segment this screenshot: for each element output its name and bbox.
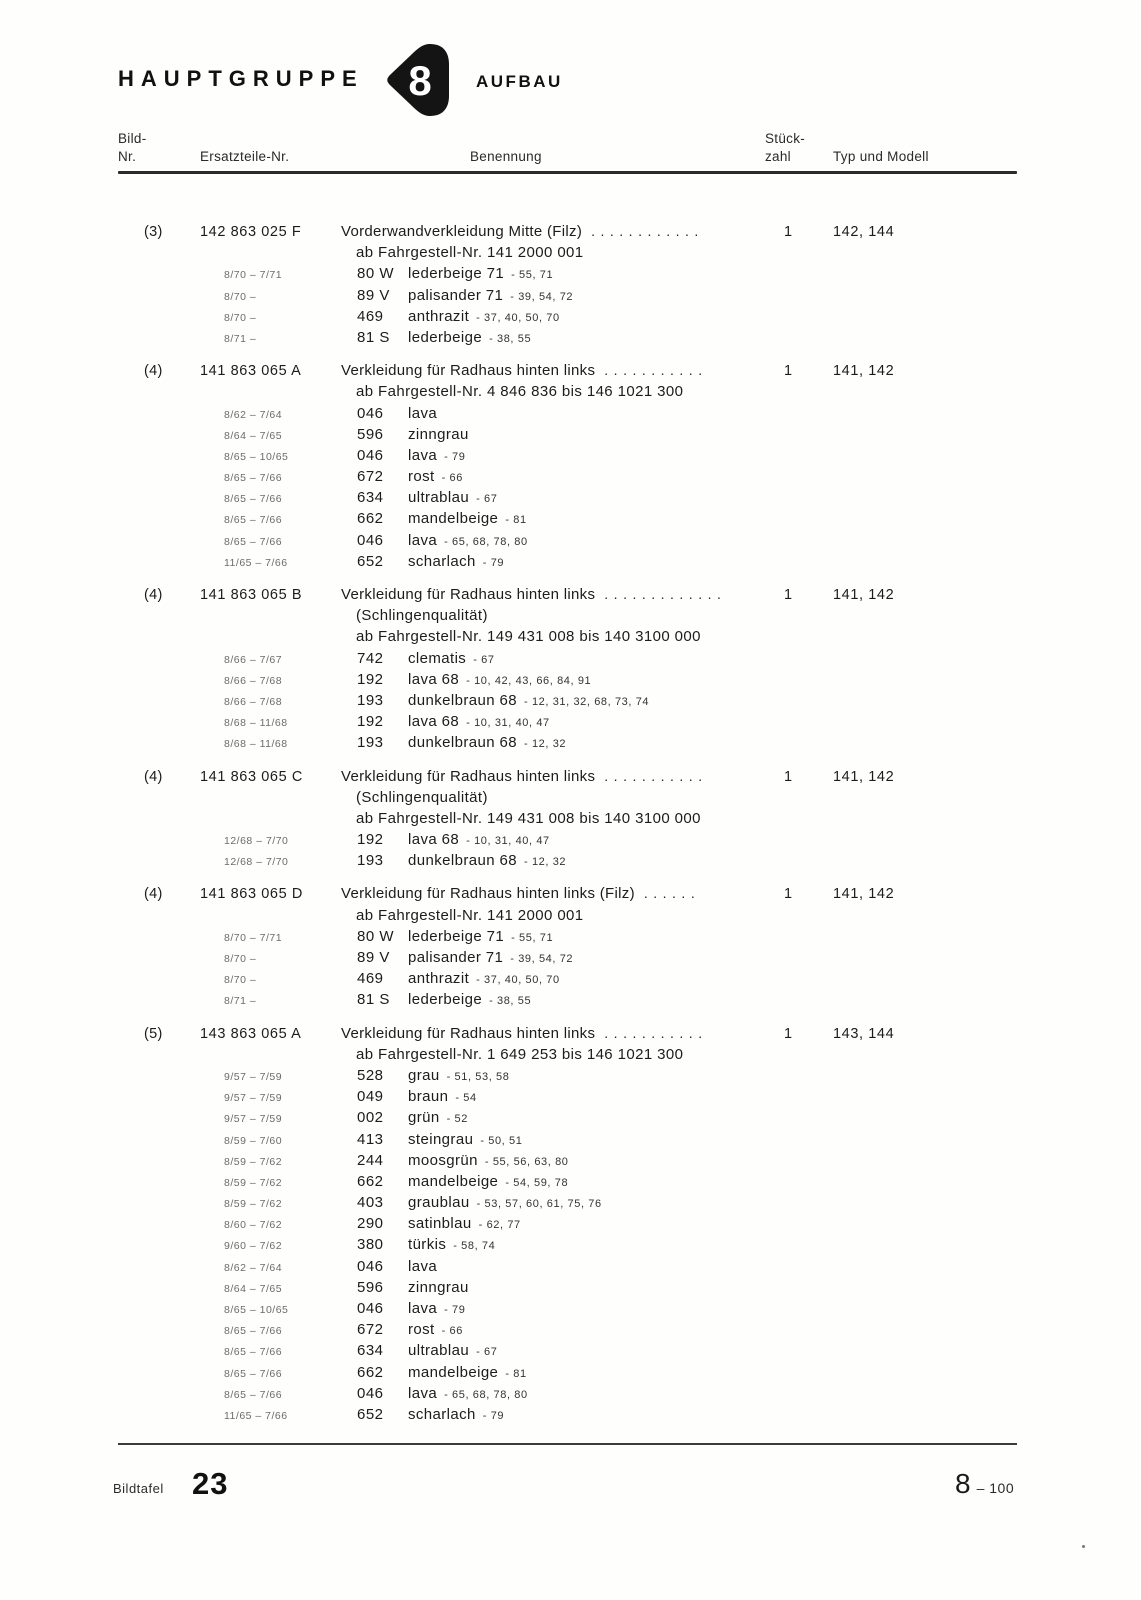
color-name: dunkelbraun 68 <box>408 734 518 752</box>
color-date-range: 8/64 – 7/65 <box>224 1282 283 1295</box>
footer-page-number: – 100 <box>976 1480 1015 1496</box>
color-code: 413 <box>357 1130 384 1148</box>
color-date-range: 8/70 – <box>224 974 257 987</box>
color-row <box>118 1107 1017 1128</box>
color-date-range: 11/65 – 7/66 <box>224 556 288 569</box>
color-name: lederbeige <box>408 328 483 346</box>
color-name: dunkelbraun 68 <box>408 691 518 709</box>
color-row <box>118 403 1017 424</box>
color-name: dunkelbraun 68 <box>408 852 518 870</box>
color-row <box>118 711 1017 732</box>
color-code: 634 <box>357 1342 384 1360</box>
entry-chassis-note: ab Fahrgestell-Nr. 141 2000 001 <box>356 244 584 262</box>
color-name: graublau <box>408 1194 470 1212</box>
entry-head-line <box>118 584 1017 605</box>
color-name: lava 68 <box>408 713 460 731</box>
color-model-refs: - 55, 71 <box>511 269 554 282</box>
color-row <box>118 1192 1017 1213</box>
color-date-range: 8/70 – <box>224 953 257 965</box>
entry-part-number: 143 863 065 A <box>200 1025 302 1042</box>
color-row <box>118 487 1017 508</box>
entry-subtitle: (Schlingenqualität) <box>356 788 488 806</box>
color-date-range: 8/60 – 7/62 <box>224 1219 283 1232</box>
dot-leader: ........... <box>604 1024 708 1041</box>
entry-name-cell <box>333 221 784 242</box>
color-code: 046 <box>357 1384 384 1402</box>
color-code: 81 S <box>357 328 390 346</box>
entry-chassis-note: ab Fahrgestell-Nr. 149 431 008 bis 140 3100 000 <box>356 809 701 827</box>
color-model-refs: - 81 <box>505 514 527 527</box>
color-code: 81 S <box>357 991 390 1009</box>
entry-head-line <box>118 1023 1017 1044</box>
color-row <box>118 551 1017 572</box>
color-row <box>118 285 1017 306</box>
entry-subtitle: (Schlingenqualität) <box>356 607 488 625</box>
entry-qty: 1 <box>784 886 793 903</box>
color-row <box>118 508 1017 529</box>
color-model-refs: - 51, 53, 58 <box>446 1070 510 1083</box>
color-rows <box>118 263 1017 348</box>
color-date-range: 8/65 – 7/66 <box>224 514 283 527</box>
color-code: 662 <box>357 510 384 528</box>
color-code: 662 <box>357 1363 384 1381</box>
color-code: 046 <box>357 404 384 422</box>
color-code: 046 <box>357 1257 384 1275</box>
color-name: mandelbeige <box>408 1363 499 1381</box>
color-date-range: 8/66 – 7/68 <box>224 674 283 687</box>
color-date-range: 12/68 – 7/70 <box>224 856 289 869</box>
color-code: 742 <box>357 649 384 667</box>
color-code: 652 <box>357 1405 384 1423</box>
color-date-range: 8/65 – 7/66 <box>224 493 283 506</box>
color-code: 89 V <box>357 949 390 966</box>
dot-leader: ........... <box>604 362 708 379</box>
color-code: 672 <box>357 468 384 486</box>
color-name: lava 68 <box>408 831 460 849</box>
color-code: 193 <box>357 852 384 870</box>
color-code: 634 <box>357 489 384 507</box>
color-row <box>118 968 1017 989</box>
color-row <box>118 1383 1017 1404</box>
rounded-triangle-icon <box>383 42 451 118</box>
color-code: 192 <box>357 713 384 731</box>
color-row <box>118 263 1017 284</box>
entry-qty: 1 <box>784 224 793 240</box>
color-row <box>118 1065 1017 1086</box>
entry-bild-nr: (4) <box>144 363 163 380</box>
entry-title: Verkleidung für Radhaus hinten links <box>341 1024 596 1042</box>
entry-title: Verkleidung für Radhaus hinten links <box>341 586 596 603</box>
color-model-refs: - 38, 55 <box>489 995 532 1008</box>
color-code: 046 <box>357 446 384 464</box>
color-model-refs: - 62, 77 <box>478 1219 521 1232</box>
color-name: mandelbeige <box>408 510 499 528</box>
parts-entry <box>118 1023 1017 1426</box>
color-row <box>118 1340 1017 1361</box>
color-row <box>118 648 1017 669</box>
color-row <box>118 669 1017 690</box>
color-row <box>118 947 1017 968</box>
color-code: 89 V <box>357 286 390 304</box>
parts-entry <box>118 360 1017 572</box>
entry-qty: 1 <box>784 587 793 603</box>
footer-page-group: 8 <box>955 1468 971 1499</box>
color-name: türkis <box>408 1236 447 1254</box>
entry-name-cell <box>333 766 784 787</box>
color-name: ultrablau <box>408 489 470 507</box>
color-date-range: 9/57 – 7/59 <box>224 1092 283 1105</box>
entry-head-line <box>118 883 1017 904</box>
section-title: AUFBAU <box>476 72 563 91</box>
color-name: lava <box>408 1300 438 1317</box>
entry-chassis-note: ab Fahrgestell-Nr. 4 846 836 bis 146 1021 300 <box>356 383 684 401</box>
color-name: zinngrau <box>408 425 469 443</box>
entry-chassis-note: ab Fahrgestell-Nr. 149 431 008 bis 140 3100 000 <box>356 628 701 646</box>
color-date-range: 9/57 – 7/59 <box>224 1113 283 1126</box>
entry-title: Verkleidung für Radhaus hinten links (Filz) <box>341 885 635 903</box>
group-number: 8 <box>408 57 432 104</box>
color-code: 192 <box>357 831 384 849</box>
color-date-range: 8/62 – 7/64 <box>224 408 283 421</box>
col-header-bild-line1: Bild- <box>118 131 147 146</box>
color-rows <box>118 1065 1017 1425</box>
color-date-range: 8/65 – 7/66 <box>224 1367 283 1380</box>
color-name: lava <box>408 1257 438 1275</box>
color-rows <box>118 648 1017 754</box>
footer-page-ref <box>955 1468 1014 1500</box>
color-model-refs: - 66 <box>441 472 463 485</box>
entry-part-number: 141 863 065 B <box>200 587 303 603</box>
color-model-refs: - 12, 32 <box>524 738 567 751</box>
color-model-refs: - 65, 68, 78, 80 <box>444 535 528 548</box>
entry-bild-nr: (4) <box>144 768 163 785</box>
color-model-refs: - 12, 32 <box>524 856 567 869</box>
color-model-refs: - 10, 42, 43, 66, 84, 91 <box>466 674 592 687</box>
color-row <box>118 445 1017 466</box>
color-code: 652 <box>357 552 384 570</box>
color-date-range: 8/70 – <box>224 311 257 324</box>
color-date-range: 12/68 – 7/70 <box>224 835 289 848</box>
color-date-range: 8/65 – 7/66 <box>224 1325 283 1338</box>
color-model-refs: - 66 <box>441 1325 463 1338</box>
color-name: lava <box>408 446 438 464</box>
color-code: 049 <box>357 1088 384 1106</box>
color-model-refs: - 55, 71 <box>511 931 554 944</box>
color-date-range: 8/65 – 7/66 <box>224 1388 283 1401</box>
color-model-refs: - 55, 56, 63, 80 <box>484 1155 569 1168</box>
color-model-refs: - 37, 40, 50, 70 <box>476 311 560 324</box>
color-date-range: 8/59 – 7/60 <box>224 1134 283 1147</box>
entry-type-model: 143, 144 <box>833 1025 895 1042</box>
color-model-refs: - 10, 31, 40, 47 <box>466 835 550 848</box>
color-name: scharlach <box>408 1405 476 1423</box>
color-name: anthrazit <box>408 307 470 325</box>
entries <box>0 176 1141 1437</box>
entry-part-number: 142 863 025 F <box>200 224 302 240</box>
color-name: lederbeige <box>408 991 483 1009</box>
parts-entry <box>118 883 1017 1010</box>
color-name: lederbeige 71 <box>408 927 505 945</box>
color-model-refs: - 79 <box>444 450 466 463</box>
color-model-refs: - 79 <box>482 556 505 569</box>
color-row <box>118 1171 1017 1192</box>
color-rows <box>118 829 1017 871</box>
color-name: mandelbeige <box>408 1172 499 1190</box>
entry-qty: 1 <box>784 1025 793 1042</box>
color-row <box>118 1362 1017 1383</box>
color-model-refs: - 67 <box>476 1346 498 1359</box>
scan-speck <box>1082 1545 1085 1548</box>
color-date-range: 8/68 – 11/68 <box>224 717 288 730</box>
color-date-range: 9/57 – 7/59 <box>224 1070 283 1083</box>
entry-type-model: 141, 142 <box>833 363 895 380</box>
color-model-refs: - 50, 51 <box>480 1134 523 1147</box>
color-date-range: 8/65 – 7/66 <box>224 1346 283 1359</box>
color-row <box>118 424 1017 445</box>
entry-name-cell <box>333 883 784 904</box>
color-name: lava <box>408 1384 438 1402</box>
header-rule <box>118 171 1017 174</box>
entry-bild-nr: (4) <box>144 886 163 903</box>
col-header-name: Benennung <box>470 149 542 164</box>
color-row <box>118 1256 1017 1277</box>
color-row <box>118 850 1017 871</box>
entry-type-model: 141, 142 <box>833 587 895 603</box>
color-code: 002 <box>357 1109 384 1127</box>
color-model-refs: - 37, 40, 50, 70 <box>476 974 560 987</box>
col-header-part-number: Ersatzteile-Nr. <box>200 149 290 164</box>
color-date-range: 8/65 – 7/66 <box>224 535 283 548</box>
entry-type-model: 141, 142 <box>833 886 895 903</box>
color-name: grau <box>408 1066 440 1084</box>
color-row <box>118 1298 1017 1319</box>
color-date-range: 8/71 – <box>224 995 257 1008</box>
color-date-range: 11/65 – 7/66 <box>224 1409 288 1422</box>
color-model-refs: - 53, 57, 60, 61, 75, 76 <box>476 1198 602 1211</box>
color-date-range: 8/70 – 7/71 <box>224 931 283 944</box>
color-name: ultrablau <box>408 1342 470 1360</box>
color-code: 469 <box>357 307 384 325</box>
main-group-title: HAUPTGRUPPE <box>118 66 364 91</box>
color-date-range: 8/70 – 7/71 <box>224 269 283 282</box>
col-header-qty-line2: zahl <box>765 149 791 164</box>
dot-leader: ........... <box>604 767 708 784</box>
color-code: 046 <box>357 531 384 549</box>
color-date-range: 8/65 – 10/65 <box>224 450 289 463</box>
color-model-refs: - 52 <box>446 1113 468 1126</box>
color-model-refs: - 54, 59, 78 <box>505 1176 569 1189</box>
color-name: lava 68 <box>408 670 460 688</box>
color-date-range: 8/59 – 7/62 <box>224 1198 283 1211</box>
color-code: 403 <box>357 1194 384 1212</box>
color-code: 192 <box>357 670 384 688</box>
color-rows <box>118 926 1017 1011</box>
color-code: 046 <box>357 1300 384 1317</box>
color-code: 193 <box>357 734 384 752</box>
group-number-badge <box>383 42 451 118</box>
color-date-range: 8/59 – 7/62 <box>224 1155 283 1168</box>
entry-part-number: 141 863 065 C <box>200 768 303 785</box>
color-row <box>118 829 1017 850</box>
color-row <box>118 1129 1017 1150</box>
color-date-range: 8/59 – 7/62 <box>224 1176 283 1189</box>
color-model-refs: - 54 <box>455 1092 477 1105</box>
footer-plate-number: 23 <box>192 1466 229 1501</box>
color-model-refs: - 39, 54, 72 <box>510 290 574 303</box>
color-row <box>118 1150 1017 1171</box>
color-name: grün <box>408 1109 440 1127</box>
footer-plate-label: Bildtafel <box>113 1481 164 1496</box>
color-row <box>118 327 1017 348</box>
color-date-range: 8/64 – 7/65 <box>224 429 283 442</box>
entry-bild-nr: (4) <box>144 587 163 603</box>
color-row <box>118 989 1017 1010</box>
color-code: 662 <box>357 1172 384 1190</box>
color-name: moosgrün <box>408 1151 478 1169</box>
color-name: rost <box>408 1321 435 1339</box>
color-row <box>118 306 1017 327</box>
col-header-qty-line1: Stück- <box>765 131 806 146</box>
entry-title: Verkleidung für Radhaus hinten links <box>341 767 596 785</box>
entry-qty: 1 <box>784 363 793 380</box>
entry-part-number: 141 863 065 D <box>200 886 303 903</box>
entry-bild-nr: (3) <box>144 224 163 240</box>
col-header-bild-line2: Nr. <box>118 149 137 164</box>
parts-entry <box>118 584 1017 754</box>
color-code: 193 <box>357 691 384 709</box>
color-model-refs: - 39, 54, 72 <box>510 953 574 965</box>
col-header-type-model: Typ und Modell <box>833 149 929 164</box>
color-code: 672 <box>357 1321 384 1339</box>
color-date-range: 8/68 – 11/68 <box>224 738 288 751</box>
color-code: 596 <box>357 1278 384 1296</box>
entry-bild-nr: (5) <box>144 1025 163 1042</box>
color-code: 244 <box>357 1151 384 1169</box>
entry-chassis-note: ab Fahrgestell-Nr. 141 2000 001 <box>356 906 584 924</box>
dot-leader: ............ <box>591 223 704 239</box>
entry-name-cell <box>333 1023 784 1044</box>
color-row <box>118 1234 1017 1255</box>
color-name: anthrazit <box>408 970 470 988</box>
dot-leader: ...... <box>643 885 701 902</box>
color-row <box>118 1086 1017 1107</box>
color-model-refs: - 67 <box>476 493 498 506</box>
color-name: zinngrau <box>408 1278 469 1296</box>
color-row <box>118 1404 1017 1425</box>
entry-part-number: 141 863 065 A <box>200 363 302 380</box>
dot-leader: ............. <box>604 586 727 602</box>
color-code: 469 <box>357 970 384 988</box>
color-model-refs: - 12, 31, 32, 68, 73, 74 <box>524 695 650 708</box>
color-code: 80 W <box>357 265 395 283</box>
color-date-range: 9/60 – 7/62 <box>224 1240 283 1253</box>
parts-entry <box>118 766 1017 872</box>
color-name: lava <box>408 531 438 549</box>
color-date-range: 8/65 – 10/65 <box>224 1304 289 1316</box>
color-date-range: 8/66 – 7/67 <box>224 653 283 666</box>
entry-chassis-note: ab Fahrgestell-Nr. 1 649 253 bis 146 1021 300 <box>356 1045 684 1063</box>
color-name: scharlach <box>408 552 476 570</box>
color-date-range: 8/62 – 7/64 <box>224 1261 283 1274</box>
color-model-refs: - 81 <box>505 1367 527 1380</box>
color-name: satinblau <box>408 1215 472 1233</box>
color-model-refs: - 67 <box>473 653 495 666</box>
entry-head-line <box>118 221 1017 242</box>
color-row <box>118 1319 1017 1340</box>
footer-rule <box>118 1443 1017 1445</box>
color-model-refs: - 65, 68, 78, 80 <box>444 1388 528 1401</box>
color-name: clematis <box>408 649 467 667</box>
color-row <box>118 690 1017 711</box>
color-name: palisander 71 <box>408 949 504 966</box>
entry-type-model: 142, 144 <box>833 224 895 240</box>
color-row <box>118 1277 1017 1298</box>
entry-title: Vorderwandverkleidung Mitte (Filz) <box>341 223 583 240</box>
parts-entry <box>118 221 1017 348</box>
color-name: rost <box>408 468 435 486</box>
color-code: 596 <box>357 425 384 443</box>
color-name: palisander 71 <box>408 286 504 304</box>
entry-head-line <box>118 360 1017 381</box>
color-date-range: 8/65 – 7/66 <box>224 472 283 485</box>
entry-type-model: 141, 142 <box>833 768 895 785</box>
color-code: 290 <box>357 1215 384 1233</box>
color-model-refs: - 38, 55 <box>489 332 532 345</box>
color-model-refs: - 79 <box>444 1304 466 1316</box>
color-name: lava <box>408 404 438 422</box>
color-name: braun <box>408 1088 449 1106</box>
entry-qty: 1 <box>784 768 793 785</box>
entry-name-cell <box>333 360 784 381</box>
entry-title: Verkleidung für Radhaus hinten links <box>341 362 596 380</box>
color-row <box>118 1213 1017 1234</box>
color-rows <box>118 403 1017 573</box>
color-model-refs: - 79 <box>482 1409 505 1422</box>
entry-name-cell <box>333 584 784 605</box>
color-date-range: 8/66 – 7/68 <box>224 695 283 708</box>
color-date-range: 8/70 – <box>224 290 257 303</box>
color-row <box>118 466 1017 487</box>
color-name: steingrau <box>408 1130 474 1148</box>
color-model-refs: - 58, 74 <box>453 1240 496 1253</box>
color-name: lederbeige 71 <box>408 265 505 283</box>
color-date-range: 8/71 – <box>224 332 257 345</box>
color-row <box>118 926 1017 947</box>
color-row <box>118 530 1017 551</box>
color-code: 528 <box>357 1066 384 1084</box>
color-row <box>118 732 1017 753</box>
color-code: 80 W <box>357 927 395 945</box>
entry-head-line <box>118 766 1017 787</box>
color-code: 380 <box>357 1236 384 1254</box>
color-model-refs: - 10, 31, 40, 47 <box>466 717 550 730</box>
